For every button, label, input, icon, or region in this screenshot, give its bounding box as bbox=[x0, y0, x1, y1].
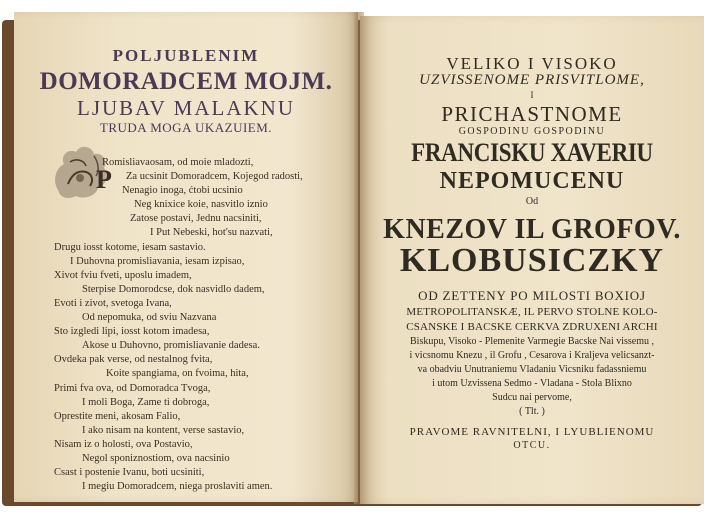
poem-line: Primi fva ova, od Domoradca Tvoga, bbox=[54, 382, 211, 394]
poem-line: Romisliavaosam, od moie mladozti, bbox=[102, 157, 254, 168]
title-line-11: OD ZETTENY PO MILOSTI BOXIOJ bbox=[418, 288, 646, 303]
title-line-6: FRANCISKU XAVERIU bbox=[411, 138, 653, 167]
dedication-heading-1: POLJUBLENIM bbox=[112, 46, 260, 65]
poem-line: Xivot fviu fveti, uposlu imadem, bbox=[54, 269, 192, 281]
title-line-2: UZVISSENOME PRISVITLOME, bbox=[419, 72, 645, 88]
title-line-10: KLOBUSICZKY bbox=[399, 242, 665, 279]
poem-line: Za ucsinit Domoradcem, Kojegod radosti, bbox=[126, 171, 303, 183]
title-line-7: NEPOMUCENU bbox=[439, 168, 625, 194]
svg-text:P: P bbox=[96, 165, 112, 194]
title-line-17: i utom Uzvissena Sedmo - Vladana - Stola Blixno bbox=[432, 378, 632, 389]
title-line-4: PRICHASTNOME bbox=[441, 102, 623, 126]
poem-line: I ako nisam na kontent, verse sastavio, bbox=[82, 424, 245, 436]
poem-line: Csast i postenie Ivanu, boti ucsiniti, bbox=[54, 467, 205, 479]
dedication-heading-2: DOMORADCEM MOJM. bbox=[39, 68, 333, 95]
open-book bbox=[2, 12, 708, 512]
title-line-21: OTCU. bbox=[513, 440, 551, 451]
poem-line: Oprestite meni, akosam Falio, bbox=[54, 410, 181, 422]
poem-line: Nisam iz o holosti, ova Postavio, bbox=[54, 438, 193, 450]
poem-line: Evoti i zivot, svetoga Ivana, bbox=[54, 297, 172, 309]
dedication-heading-4: TRUDA MOGA UKAZUIEM. bbox=[99, 120, 273, 135]
title-line-8: Od bbox=[525, 196, 539, 207]
poem-block bbox=[54, 156, 354, 494]
title-line-12: METROPOLITANSKÆ, IL PERVO STOLNE KOLO- bbox=[406, 306, 658, 318]
poem-line: Sto izgledi lipi, iosst kotom imadesa, bbox=[54, 326, 210, 338]
poem-line: Neg knixice koie, nasvitlo iznio bbox=[134, 199, 268, 211]
poem-line: Akose u Duhovno, promisliavanie dadesa. bbox=[82, 340, 260, 352]
right-page bbox=[360, 16, 704, 504]
title-line-20: PRAVOME RAVNITELNI, I LYUBLIENOMU bbox=[409, 426, 655, 438]
poem-line: I Put Nebeski, hot'su nazvati, bbox=[150, 227, 273, 239]
poem-line: I moli Boga, Zame ti dobroga, bbox=[82, 396, 210, 408]
poem-line: Zatose postavi, Jednu nacsiniti, bbox=[130, 213, 262, 225]
dedication-heading-3: LJUBAV MALAKNU bbox=[77, 96, 295, 120]
poem-line: Nenagio inoga, ćtobi ucsinio bbox=[122, 185, 243, 197]
left-page bbox=[14, 12, 358, 502]
poem-line: Koite spangiama, on fvoima, hita, bbox=[106, 368, 249, 380]
poem-line: I Duhovna promisliavania, iesam izpisao, bbox=[70, 255, 245, 267]
title-line-19: ( Tlt. ) bbox=[519, 406, 545, 417]
title-line-18: Sudcu nai pervome, bbox=[492, 392, 572, 403]
title-line-3: I bbox=[530, 90, 534, 100]
poem-line: I megiu Domoradcem, niega proslaviti amen. bbox=[82, 481, 273, 493]
title-line-16: va obadviu Unutraniemu Vladaniu Vicsniku fadassniemu bbox=[417, 364, 647, 375]
title-line-13: CSANSKE I BACSKE CERKVA ZDRUXENI ARCHI bbox=[406, 321, 658, 333]
title-line-15: i vicsnomu Knezu , il Grofu , Cesarova i Kraljeva velicsanzt- bbox=[409, 350, 655, 361]
title-line-5: GOSPODINU GOSPODINU bbox=[458, 126, 606, 137]
title-line-14: Biskupu, Visoko - Plemenite Varmegie Bacske Nai vissemu , bbox=[410, 336, 654, 347]
title-line-9: KNEZOV IL GROFOV. bbox=[383, 214, 681, 245]
title-line-1: VELIKO I VISOKO bbox=[446, 54, 618, 73]
poem-line: Negol sponiznostiom, ova nacsinio bbox=[82, 452, 230, 464]
poem-line: Ovdeka pak verse, od nestalnog fvita, bbox=[54, 354, 213, 366]
poem-line: Od nepomuka, od sviu Nazvana bbox=[82, 312, 217, 324]
poem-line: Drugu iosst kotome, iesam sastavio. bbox=[54, 241, 206, 253]
poem-line: Sterpise Domorodcse, dok nasvidlo dadem, bbox=[82, 283, 265, 295]
